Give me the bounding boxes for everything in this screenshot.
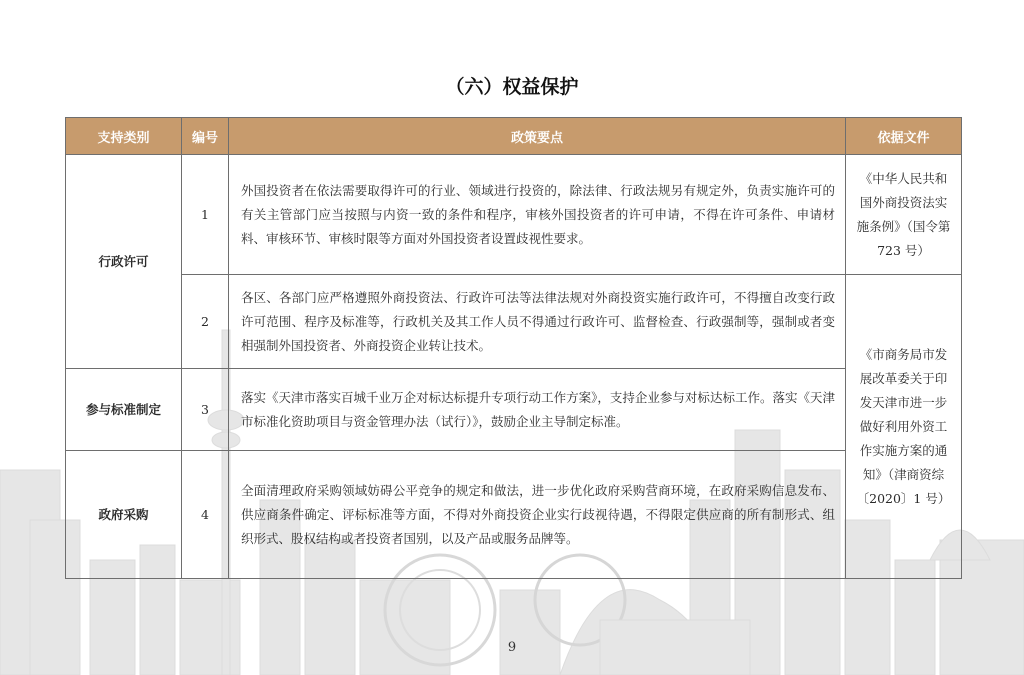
policy-table: [65, 117, 962, 579]
category-cell: 行政许可: [66, 155, 182, 369]
policy-points-cell: 落实《天津市落实百城千业万企对标达标提升专项行动工作方案》，支持企业参与对标达标工作。落实《天津市标准化资助项目与资金管理办法（试行）》，鼓励企业主导制定标准。: [229, 369, 846, 451]
policy-points-cell: 各区、各部门应严格遵照外商投资法、行政许可法等法律法规对外商投资实施行政许可，不得擅自改变行政许可范围、程序及标准等，行政机关及其工作人员不得通过行政许可、监督检查、行政强制等，强制或者变相强制外国投资者、外商投资企业转让技术。: [229, 275, 846, 369]
header-category: 支持类别: [66, 118, 182, 155]
page-number: 9: [507, 640, 517, 655]
header-number: 编号: [182, 118, 229, 155]
table-row: [66, 155, 962, 275]
category-cell: 政府采购: [66, 451, 182, 579]
number-cell: 1: [182, 155, 229, 275]
header-basis: 依据文件: [846, 118, 962, 155]
basis-document-cell: 《中华人民共和国外商投资法实施条例》（国令第 723 号）: [846, 155, 962, 275]
table-header-row: [66, 118, 962, 155]
table-row: [66, 275, 962, 369]
number-cell: 3: [182, 369, 229, 451]
number-cell: 2: [182, 275, 229, 369]
policy-points-cell: 外国投资者在依法需要取得许可的行业、领域进行投资的，除法律、行政法规另有规定外，负责实施许可的有关主管部门应当按照与内资一致的条件和程序，审核外国投资者的许可申请，不得在许可条件、申请材料、审核环节、审核时限等方面对外国投资者设置歧视性要求。: [229, 155, 846, 275]
header-points: 政策要点: [229, 118, 846, 155]
table-row: [66, 451, 962, 579]
category-cell: 参与标准制定: [66, 369, 182, 451]
basis-document-cell: 《市商务局市发展改革委关于印发天津市进一步做好利用外资工作实施方案的通知》（津商资综〔2020〕1 号）: [846, 275, 962, 579]
section-title: （六）权益保护: [445, 76, 579, 98]
number-cell: 4: [182, 451, 229, 579]
policy-points-cell: 全面清理政府采购领域妨碍公平竞争的规定和做法，进一步优化政府采购营商环境，在政府采购信息发布、供应商条件确定、评标标准等方面，不得对外商投资企业实行歧视待遇，不得限定供应商的所有制形式、组织形式、股权结构或者投资者国别，以及产品或服务品牌等。: [229, 451, 846, 579]
table-row: [66, 369, 962, 451]
